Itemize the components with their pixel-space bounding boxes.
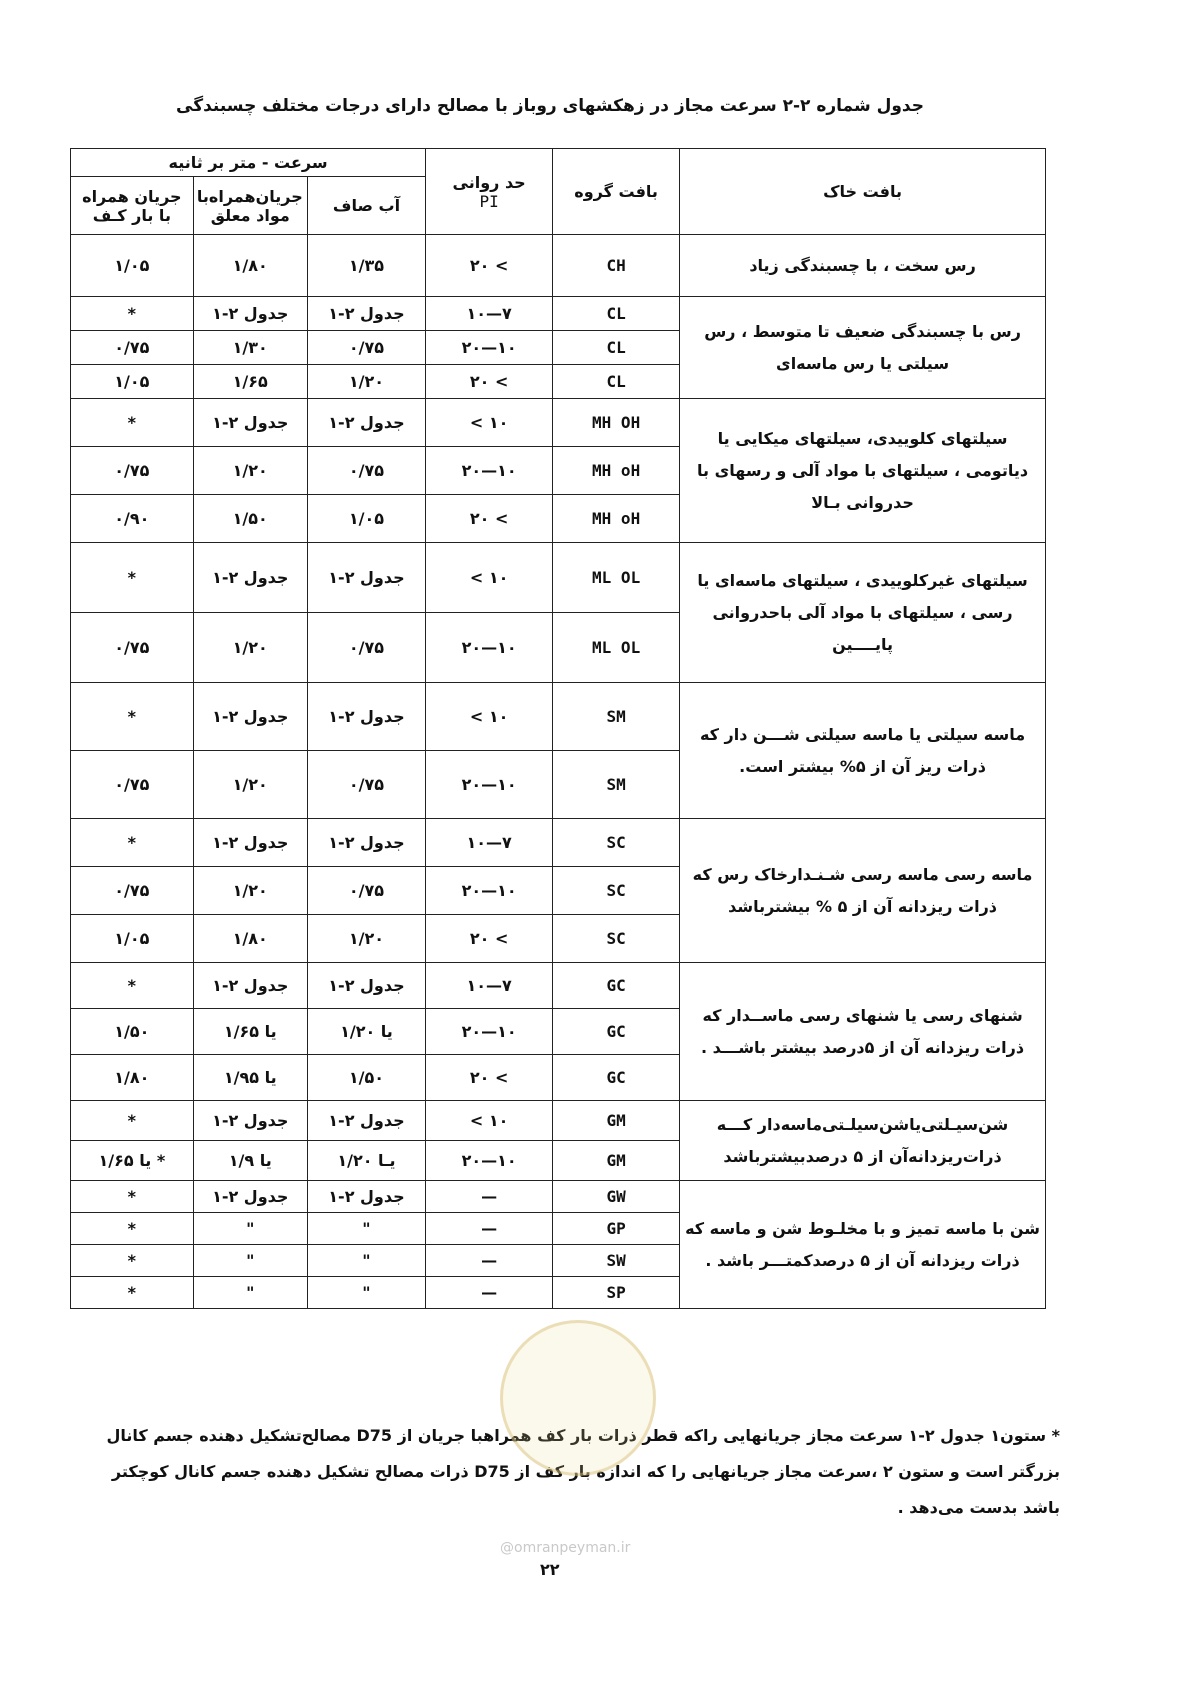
cell-suspended: جدول ۲-۱ bbox=[193, 1181, 307, 1213]
cell-bedload: * یا ۱/۶۵ bbox=[71, 1141, 194, 1181]
cell-group: SP bbox=[553, 1277, 680, 1309]
cell-suspended: " bbox=[193, 1213, 307, 1245]
cell-bedload: * bbox=[71, 1213, 194, 1245]
cell-suspended: ۱/۲۰ bbox=[193, 447, 307, 495]
cell-texture: رس سخت ، با چسبندگی زیاد bbox=[680, 235, 1046, 297]
cell-bedload: ۱/۰۵ bbox=[71, 915, 194, 963]
cell-suspended: ۱/۵۰ bbox=[193, 495, 307, 543]
cell-group: CL bbox=[553, 331, 680, 365]
cell-bedload: ۰/۹۰ bbox=[71, 495, 194, 543]
footnote: * ستون۱ جدول ۲-۱ سرعت مجاز جریانهایی راکه قطر ذرات بار کف همراهبا جریان از D75 مصالح‌تشکیل دهنده جسم کانال بزرگتر است و ستون ۲ ،سرعت مجاز جریانهایی را که اندازه بار کف از D75 ذرات مصالح تشکیل دهنده جسم کانال کوچکتر باشد بدست می‌دهد . bbox=[106, 1426, 1060, 1517]
header-group: بافت گروه bbox=[553, 149, 680, 235]
cell-texture: ماسه سیلتی یا ماسه سیلتی شـــن دار که ذرات ریز آن از ۵% بیشتر است. bbox=[680, 683, 1046, 819]
cell-pi: ۱۰ > bbox=[426, 683, 553, 751]
cell-bedload: ۱/۸۰ bbox=[71, 1055, 194, 1101]
cell-clear-water: ۱/۵۰ bbox=[307, 1055, 425, 1101]
header-suspended: جریان‌همراه‌با مواد معلق bbox=[193, 177, 307, 235]
cell-bedload: * bbox=[71, 543, 194, 613]
cell-pi: ۱۰—۲۰ bbox=[426, 867, 553, 915]
cell-bedload: * bbox=[71, 297, 194, 331]
cell-clear-water: ۰/۷۵ bbox=[307, 613, 425, 683]
cell-pi: > ۲۰ bbox=[426, 1055, 553, 1101]
cell-group: MH oH bbox=[553, 447, 680, 495]
cell-clear-water: جدول ۲-۱ bbox=[307, 297, 425, 331]
cell-suspended: یا ۱/۹ bbox=[193, 1141, 307, 1181]
cell-group: CL bbox=[553, 365, 680, 399]
cell-pi: — bbox=[426, 1181, 553, 1213]
cell-suspended: جدول ۲-۱ bbox=[193, 683, 307, 751]
header-speed-group: سرعت - متر بر ثانیه bbox=[71, 149, 426, 177]
cell-group: ML OL bbox=[553, 613, 680, 683]
cell-pi: ۷—۱۰ bbox=[426, 963, 553, 1009]
cell-suspended: ۱/۳۰ bbox=[193, 331, 307, 365]
cell-pi: > ۲۰ bbox=[426, 495, 553, 543]
cell-suspended: ۱/۶۵ bbox=[193, 365, 307, 399]
cell-pi: ۱۰ > bbox=[426, 543, 553, 613]
cell-pi: ۱۰—۲۰ bbox=[426, 1141, 553, 1181]
cell-clear-water: یا ۱/۲۰ bbox=[307, 1009, 425, 1055]
cell-bedload: ۰/۷۵ bbox=[71, 331, 194, 365]
header-pi-label: حد روانی bbox=[452, 172, 526, 192]
cell-clear-water: جدول ۲-۱ bbox=[307, 543, 425, 613]
cell-bedload: * bbox=[71, 1181, 194, 1213]
cell-clear-water: ۰/۷۵ bbox=[307, 867, 425, 915]
cell-bedload: ۱/۰۵ bbox=[71, 365, 194, 399]
cell-clear-water: یـا ۱/۲۰ bbox=[307, 1141, 425, 1181]
cell-texture: ماسه رسی ماسه رسی شـنـدارخاک رس که ذرات ریزدانه آن از ۵ % بیشترباشد bbox=[680, 819, 1046, 963]
cell-texture: سیلتهای غیرکلوییدی ، سیلتهای ماسه‌ای یا رسی ، سیلتهای با مواد آلی باحدروانی پایــــین bbox=[680, 543, 1046, 683]
cell-pi: ۱۰ > bbox=[426, 1101, 553, 1141]
page-number: ۲۲ bbox=[540, 1560, 560, 1579]
cell-clear-water: ۰/۷۵ bbox=[307, 447, 425, 495]
cell-clear-water: جدول ۲-۱ bbox=[307, 819, 425, 867]
cell-clear-water: ۰/۷۵ bbox=[307, 751, 425, 819]
cell-pi: ۱۰—۲۰ bbox=[426, 1009, 553, 1055]
header-pi-sub: PI bbox=[479, 191, 499, 211]
cell-pi: ۷—۱۰ bbox=[426, 819, 553, 867]
cell-group: GC bbox=[553, 1009, 680, 1055]
cell-suspended: " bbox=[193, 1245, 307, 1277]
cell-group: GP bbox=[553, 1213, 680, 1245]
cell-texture: رس با چسبندگی ضعیف تا متوسط ، رس سیلتی یا رس ماسه‌ای bbox=[680, 297, 1046, 399]
cell-group: SM bbox=[553, 751, 680, 819]
cell-group: SW bbox=[553, 1245, 680, 1277]
cell-suspended: جدول ۲-۱ bbox=[193, 297, 307, 331]
header-texture: بافت خاک bbox=[680, 149, 1046, 235]
cell-texture: شنهای رسی یا شنهای رسی ماســدار که ذرات ریزدانه آن از ۵درصد بیشتر باشـــد . bbox=[680, 963, 1046, 1101]
cell-texture: سیلتهای کلوییدی، سیلتهای میکایی یا دیاتومی ، سیلتهای با مواد آلی و رسهای با حدروانی بـالا bbox=[680, 399, 1046, 543]
cell-pi: — bbox=[426, 1245, 553, 1277]
cell-bedload: ۰/۷۵ bbox=[71, 867, 194, 915]
cell-clear-water: جدول ۲-۱ bbox=[307, 1101, 425, 1141]
cell-bedload: * bbox=[71, 399, 194, 447]
cell-clear-water: جدول ۲-۱ bbox=[307, 1181, 425, 1213]
cell-clear-water: " bbox=[307, 1245, 425, 1277]
cell-bedload: * bbox=[71, 1277, 194, 1309]
cell-suspended: ۱/۸۰ bbox=[193, 915, 307, 963]
cell-suspended: جدول ۲-۱ bbox=[193, 543, 307, 613]
cell-clear-water: ۱/۳۵ bbox=[307, 235, 425, 297]
cell-group: MH oH bbox=[553, 495, 680, 543]
cell-bedload: * bbox=[71, 1245, 194, 1277]
header-pi bbox=[426, 149, 553, 235]
cell-pi: ۱۰—۲۰ bbox=[426, 447, 553, 495]
cell-bedload: * bbox=[71, 683, 194, 751]
cell-suspended: " bbox=[193, 1277, 307, 1309]
cell-suspended: جدول ۲-۱ bbox=[193, 963, 307, 1009]
cell-clear-water: " bbox=[307, 1277, 425, 1309]
cell-group: GM bbox=[553, 1101, 680, 1141]
cell-pi: ۱۰—۲۰ bbox=[426, 613, 553, 683]
cell-suspended: ۱/۲۰ bbox=[193, 613, 307, 683]
cell-group: CH bbox=[553, 235, 680, 297]
cell-clear-water: جدول ۲-۱ bbox=[307, 963, 425, 1009]
cell-texture: شن با ماسه تمیز و با مخلـوط شن و ماسه که ذرات ریزدانه آن از ۵ درصدکمتـــر باشد . bbox=[680, 1181, 1046, 1309]
cell-suspended: جدول ۲-۱ bbox=[193, 399, 307, 447]
cell-group: MH OH bbox=[553, 399, 680, 447]
cell-bedload: ۰/۷۵ bbox=[71, 751, 194, 819]
cell-group: SC bbox=[553, 867, 680, 915]
table-title: جدول شماره ۲-۲ سرعت مجاز در زهکشهای روباز با مصالح دارای درجات مختلف چسبندگی bbox=[176, 96, 924, 116]
table-row bbox=[71, 683, 1046, 751]
table-row bbox=[71, 235, 1046, 297]
table-row bbox=[71, 963, 1046, 1009]
cell-bedload: ۰/۷۵ bbox=[71, 613, 194, 683]
cell-pi: — bbox=[426, 1213, 553, 1245]
cell-pi: ۷—۱۰ bbox=[426, 297, 553, 331]
cell-group: GC bbox=[553, 963, 680, 1009]
table-row bbox=[71, 1101, 1046, 1141]
velocity-table bbox=[70, 148, 1046, 1309]
cell-clear-water: جدول ۲-۱ bbox=[307, 683, 425, 751]
cell-suspended: ۱/۲۰ bbox=[193, 867, 307, 915]
cell-suspended: یا ۱/۹۵ bbox=[193, 1055, 307, 1101]
cell-pi: ۱۰ > bbox=[426, 399, 553, 447]
cell-group: SC bbox=[553, 915, 680, 963]
table-row bbox=[71, 399, 1046, 447]
cell-clear-water: " bbox=[307, 1213, 425, 1245]
cell-bedload: * bbox=[71, 819, 194, 867]
table-row bbox=[71, 543, 1046, 613]
cell-group: SM bbox=[553, 683, 680, 751]
cell-clear-water: ۱/۲۰ bbox=[307, 365, 425, 399]
cell-pi: > ۲۰ bbox=[426, 915, 553, 963]
table-row bbox=[71, 1181, 1046, 1213]
cell-group: ML OL bbox=[553, 543, 680, 613]
cell-suspended: یا ۱/۶۵ bbox=[193, 1009, 307, 1055]
cell-pi: — bbox=[426, 1277, 553, 1309]
table-body bbox=[71, 235, 1046, 1309]
header-bedload: جریان همراه با بار کـف bbox=[71, 177, 194, 235]
cell-group: GW bbox=[553, 1181, 680, 1213]
cell-clear-water: ۰/۷۵ bbox=[307, 331, 425, 365]
cell-suspended: ۱/۲۰ bbox=[193, 751, 307, 819]
cell-group: SC bbox=[553, 819, 680, 867]
cell-group: GM bbox=[553, 1141, 680, 1181]
cell-bedload: * bbox=[71, 1101, 194, 1141]
watermark-text: @omranpeyman.ir bbox=[500, 1540, 631, 1556]
cell-suspended: جدول ۲-۱ bbox=[193, 1101, 307, 1141]
cell-clear-water: ۱/۲۰ bbox=[307, 915, 425, 963]
cell-group: GC bbox=[553, 1055, 680, 1101]
cell-texture: شن‌سیـلتی‌یاشن‌سیلـتی‌ماسه‌دار کـــه ذرات‌ریزدانه‌آن از ۵ درصدبیشترباشد bbox=[680, 1101, 1046, 1181]
cell-bedload: ۱/۵۰ bbox=[71, 1009, 194, 1055]
cell-suspended: ۱/۸۰ bbox=[193, 235, 307, 297]
cell-clear-water: ۱/۰۵ bbox=[307, 495, 425, 543]
cell-pi: > ۲۰ bbox=[426, 365, 553, 399]
cell-bedload: * bbox=[71, 963, 194, 1009]
header-clear-water: آب صاف bbox=[307, 177, 425, 235]
cell-pi: ۱۰—۲۰ bbox=[426, 751, 553, 819]
cell-bedload: ۰/۷۵ bbox=[71, 447, 194, 495]
cell-bedload: ۱/۰۵ bbox=[71, 235, 194, 297]
cell-pi: ۱۰—۲۰ bbox=[426, 331, 553, 365]
cell-group: CL bbox=[553, 297, 680, 331]
cell-pi: > ۲۰ bbox=[426, 235, 553, 297]
table-row bbox=[71, 819, 1046, 867]
table-row bbox=[71, 297, 1046, 331]
cell-suspended: جدول ۲-۱ bbox=[193, 819, 307, 867]
cell-clear-water: جدول ۲-۱ bbox=[307, 399, 425, 447]
